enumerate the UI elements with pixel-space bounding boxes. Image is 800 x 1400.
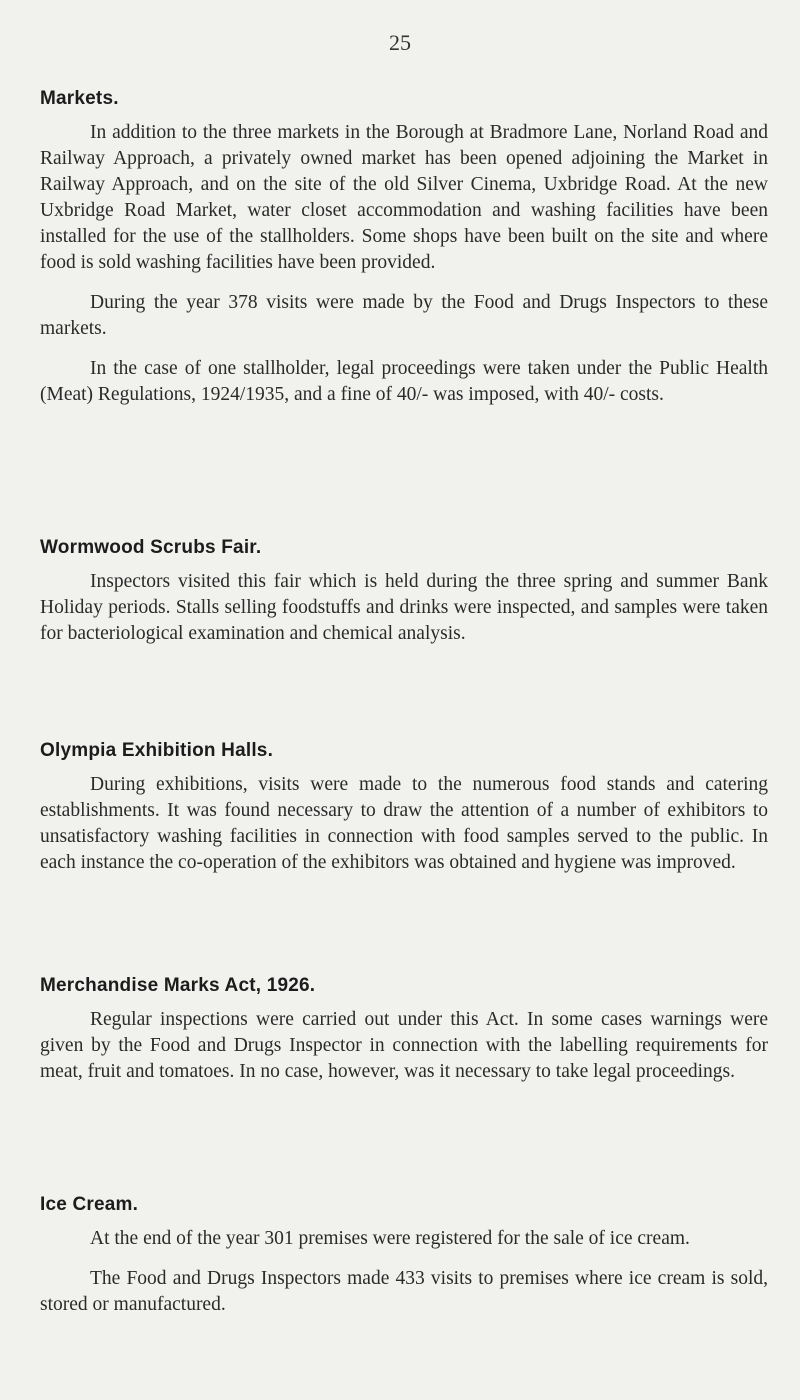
paragraph: During the year 378 visits were made by the Food and Drugs Inspectors to these markets. <box>40 292 768 339</box>
section-merchandise-marks-act <box>40 975 768 1099</box>
section-heading: Markets. <box>40 88 119 109</box>
section-heading: Merchandise Marks Act, 1926. <box>40 975 316 996</box>
paragraph: The Food and Drugs Inspectors made 433 visits to premises where ice cream is sold, stored or manufactured. <box>40 1268 768 1315</box>
section-olympia-exhibition-halls <box>40 740 768 890</box>
paragraph: Regular inspections were carried out under this Act. In some cases warnings were given by the Food and Drugs Inspector in connection with the labelling requirements for meat, fruit and tomatoes. In no case, however, was it necessary to take legal proceedings. <box>40 1009 768 1082</box>
section-wormwood-scrubs-fair <box>40 537 768 661</box>
paragraph: During exhibitions, visits were made to the numerous food stands and catering establishments. It was found necessary to draw the attention of a number of exhibitors to unsatisfactory washing facilities in connection with food samples served to the public. In each instance the co-operation of the exhibitors was obtained and hygiene was improved. <box>40 774 768 873</box>
section-markets <box>40 88 768 422</box>
section-heading: Olympia Exhibition Halls. <box>40 740 274 761</box>
paragraph: In the case of one stallholder, legal proceedings were taken under the Public Health (Meat) Regulations, 1924/1935, and a fine of 40/- was imposed, with 40/- costs. <box>40 358 768 405</box>
section-heading: Ice Cream. <box>40 1194 139 1215</box>
paragraph: In addition to the three markets in the Borough at Bradmore Lane, Norland Road and Railway Approach, a privately owned market has been opened adjoining the Market in Railway Approach, and on the site of the old Silver Cinema, Uxbridge Road. At the new Uxbridge Road Market, water closet accommodation and washing facilities have been installed for the use of the stallholders. Some shops have been built on the site and where food is sold washing facilities have been provided. <box>40 122 768 273</box>
paragraph: At the end of the year 301 premises were registered for the sale of ice cream. <box>90 1228 690 1249</box>
paragraph: Inspectors visited this fair which is held during the three spring and summer Bank Holiday periods. Stalls selling foodstuffs and drinks were inspected, and samples were taken for bacteriological examination and chemical analysis. <box>40 571 768 644</box>
section-ice-cream <box>40 1194 768 1332</box>
page-number: 25 <box>389 30 411 55</box>
section-heading: Wormwood Scrubs Fair. <box>40 537 262 558</box>
